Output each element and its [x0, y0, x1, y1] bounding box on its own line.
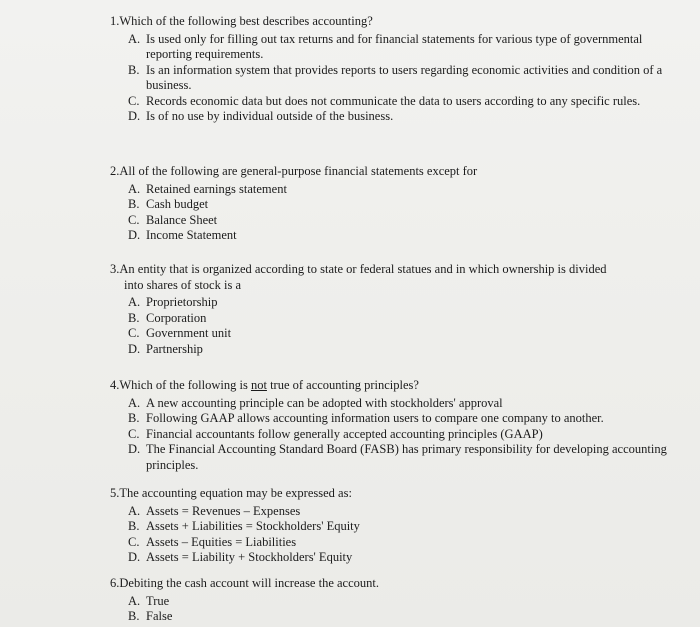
option-text: Government unit — [146, 326, 232, 340]
option-text: Corporation — [146, 310, 207, 325]
question-number: 6. — [110, 576, 120, 590]
option-letter: A. — [128, 181, 141, 196]
option-text: Is of no use by individual outside of the business. — [146, 109, 394, 123]
option-text: Assets + Liabilities = Stockholders' Equity — [146, 519, 360, 533]
question-number: 2. — [110, 164, 120, 178]
option-letter: B. — [128, 519, 140, 533]
option-letter: B. — [128, 62, 140, 77]
option-3a — [110, 295, 670, 311]
question-6 — [110, 576, 670, 625]
option-text: Proprietorship — [146, 295, 218, 309]
option-text: Is used only for filling out tax returns and for financial statements for various type of governmental reporting requirements. — [146, 31, 643, 61]
option-text: Income Statement — [146, 228, 237, 242]
option-2d — [110, 228, 670, 244]
question-2 — [110, 164, 670, 244]
option-letter: D. — [128, 550, 141, 564]
option-6a — [110, 594, 670, 610]
question-5 — [110, 486, 670, 566]
question-4 — [110, 378, 670, 473]
option-1a — [110, 32, 670, 63]
option-text: Cash budget — [146, 197, 209, 211]
option-text: Following GAAP allows accounting information users to compare one company to another. — [146, 411, 604, 425]
option-letter: A. — [128, 395, 141, 410]
question-text-emphasis: not — [250, 378, 267, 392]
option-5c — [110, 535, 670, 551]
option-letter: B. — [128, 609, 140, 623]
option-letter: D. — [128, 341, 141, 356]
option-letter: C. — [128, 534, 140, 549]
option-text: Financial accountants follow generally accepted accounting principles (GAAP) — [146, 426, 543, 441]
option-5a — [110, 504, 670, 520]
question-text: The accounting equation may be expressed as: — [119, 486, 352, 500]
option-3b — [110, 311, 670, 327]
option-letter: B. — [128, 197, 140, 211]
question-2-prompt — [110, 164, 670, 180]
option-1d — [110, 109, 670, 125]
option-letter: D. — [128, 109, 141, 123]
option-text: False — [146, 609, 173, 623]
question-text-pre: Which of the following is — [119, 378, 251, 392]
option-3c — [110, 326, 670, 342]
question-number: 5. — [110, 486, 120, 500]
option-4b — [110, 411, 670, 427]
question-number: 3. — [110, 262, 120, 276]
option-3d — [110, 342, 670, 358]
question-text: Debiting the cash account will increase the account. — [119, 576, 379, 590]
option-5d — [110, 550, 670, 566]
option-1c — [110, 94, 670, 110]
option-letter: C. — [128, 212, 140, 227]
option-letter: A. — [128, 295, 141, 309]
option-1b — [110, 63, 670, 94]
option-text: True — [146, 593, 170, 608]
question-text-post: true of accounting principles? — [266, 378, 419, 392]
question-text: Which of the following best describes accounting? — [119, 14, 373, 28]
question-4-prompt — [110, 378, 670, 394]
option-text: A new accounting principle can be adopted with stockholders' approval — [146, 395, 503, 410]
option-letter: B. — [128, 310, 140, 325]
question-1 — [110, 14, 670, 125]
option-4a — [110, 396, 670, 412]
option-letter: D. — [128, 228, 141, 242]
option-2c — [110, 213, 670, 229]
question-3-prompt — [110, 262, 670, 293]
option-2a — [110, 182, 670, 198]
option-text: Partnership — [146, 341, 203, 356]
question-3 — [110, 262, 670, 357]
question-text-continued: into shares of stock is a — [124, 277, 241, 292]
question-text: All of the following are general-purpose financial statements except for — [119, 164, 478, 178]
option-5b — [110, 519, 670, 535]
option-text: The Financial Accounting Standard Board (FASB) has primary responsibility for developing accounting principles. — [146, 442, 667, 472]
option-6b — [110, 609, 670, 625]
option-letter: D. — [128, 442, 141, 456]
option-letter: C. — [128, 93, 140, 108]
option-text: Assets = Liability + Stockholders' Equity — [146, 550, 353, 564]
question-5-prompt — [110, 486, 670, 502]
option-letter: C. — [128, 326, 140, 340]
question-1-prompt — [110, 14, 670, 30]
option-letter: B. — [128, 411, 140, 425]
option-2b — [110, 197, 670, 213]
option-letter: A. — [128, 593, 141, 608]
question-text: An entity that is organized according to state or federal statues and in which ownership is divided — [119, 262, 607, 276]
question-6-prompt — [110, 576, 670, 592]
option-text: Retained earnings statement — [146, 181, 287, 196]
question-number: 1. — [110, 14, 120, 28]
option-4d — [110, 442, 670, 473]
option-4c — [110, 427, 670, 443]
question-number: 4. — [110, 378, 120, 392]
option-text: Assets – Equities = Liabilities — [146, 534, 297, 549]
option-text: Records economic data but does not communicate the data to users according to any specific rules. — [146, 93, 641, 108]
option-text: Assets = Revenues – Expenses — [146, 503, 301, 518]
option-text: Is an information system that provides reports to users regarding economic activities and condition of a business. — [146, 62, 663, 92]
option-text: Balance Sheet — [146, 212, 218, 227]
option-letter: C. — [128, 426, 140, 441]
option-letter: A. — [128, 31, 141, 46]
option-letter: A. — [128, 503, 141, 518]
